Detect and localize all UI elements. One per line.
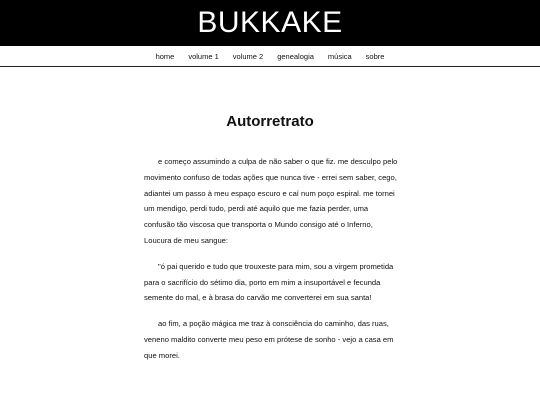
- nav-item-genealogia[interactable]: genealogia: [277, 51, 314, 61]
- paragraph-2: "ó pai querido e tudo que trouxeste para mim, sou a virgem prometida para o sacrifício do sétimo dia, porto em mim a insuportável e fecunda semente do mal, e à brasa do carvão me converterei em sua santa!: [144, 261, 394, 303]
- nav-item-musica[interactable]: música: [327, 51, 352, 61]
- article-title: Autorretrato: [226, 113, 314, 130]
- article-body: [144, 154, 398, 374]
- nav-item-volume-1[interactable]: volume 1: [188, 51, 219, 61]
- paragraph-1: e começo assumindo a culpa de não saber o que fiz. me desculpo pelo movimento confuso de todas ações que nunca tive - errei sem saber, cego, adiantei um passo à meu espaço escuro e caí num poço espiral. me tornei um mendigo, perdi tudo, perdi até aquilo que me fazia perder, uma confusão tão viscosa que transporta o Mundo consigo até o Inferno, Loucura de meu sangue:: [144, 157, 398, 245]
- paragraph-3: ao fim, a poção mágica me traz à consciência do caminho, das ruas, veneno maldito converte meu peso em prótese de sonho - vejo a casa em que morei.: [144, 319, 394, 360]
- main-nav: [0, 46, 540, 67]
- nav-item-sobre[interactable]: sobre: [365, 51, 385, 61]
- nav-item-volume-2[interactable]: volume 2: [232, 51, 264, 61]
- nav-item-home[interactable]: home: [155, 51, 175, 61]
- site-header: [0, 0, 540, 46]
- site-title[interactable]: BUKKAKE: [197, 6, 343, 39]
